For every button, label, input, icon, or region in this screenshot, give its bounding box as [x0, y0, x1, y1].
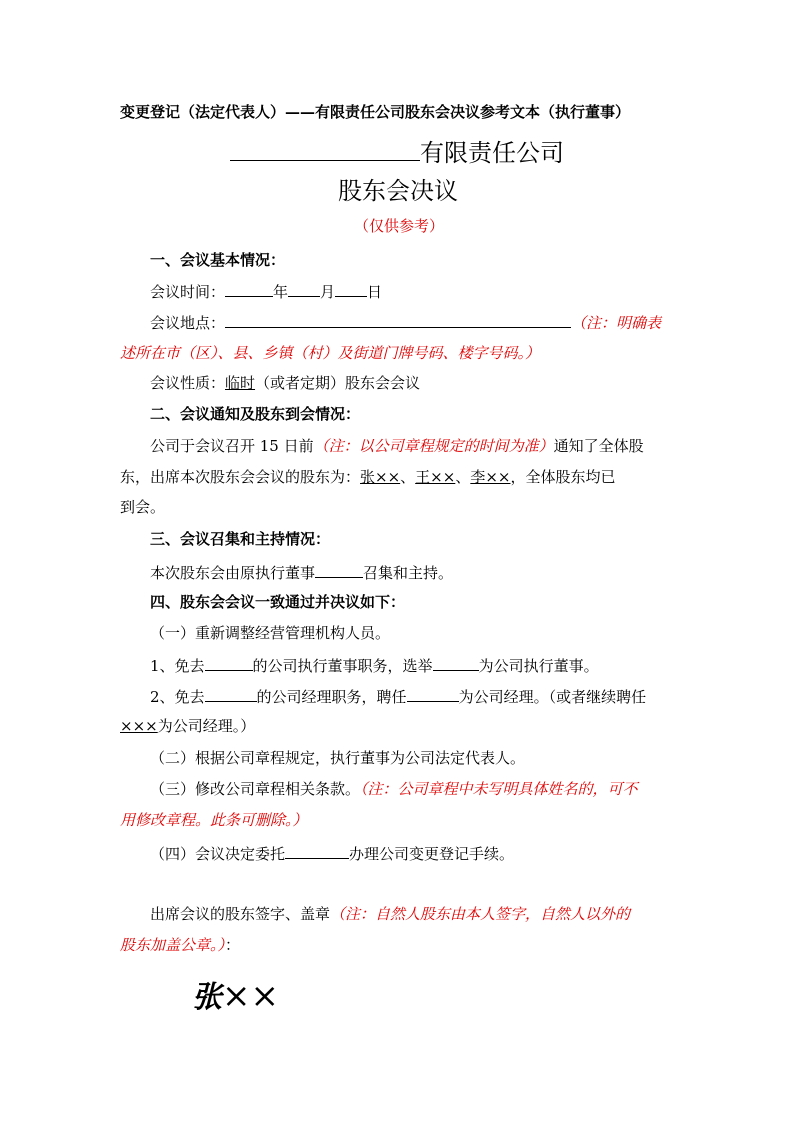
section-1-heading: 一、会议基本情况： [150, 251, 286, 269]
notice-text-1a: 公司于会议召开 15 日前 [150, 437, 314, 455]
resolution-item-1: （一）重新调整经营管理机构人员。 [150, 624, 391, 642]
signature-instruction-line-2 [120, 935, 240, 955]
resolution-item-1-2-cont [120, 716, 255, 736]
day-label: 日 [367, 283, 383, 301]
resolution-item-1-2 [150, 685, 646, 707]
item-1-2-text-b: 的公司经理职务，聘任 [256, 688, 407, 706]
place-note-part1: （注：明确表 [571, 314, 662, 332]
month-label: 月 [320, 283, 336, 301]
signature-note-part2: 股东加盖公章。） [120, 936, 226, 954]
executive-director-blank [315, 561, 363, 578]
separator: 、 [455, 468, 471, 486]
meeting-time-line [150, 280, 382, 302]
place-note-part2: 述所在市（区）、县、乡镇（村）及街道门牌号码、楼字号码。） [120, 344, 541, 362]
section-3-heading: 三、会议召集和主持情况： [150, 530, 331, 548]
dismissed-director-blank [205, 654, 253, 671]
company-name-blank [230, 136, 420, 161]
notice-text-1b: 通知了全体股 [553, 437, 644, 455]
year-label: 年 [273, 283, 289, 301]
item-3-text: （三）修改公司章程相关条款。 [150, 780, 361, 798]
meeting-title: 股东会决议 [338, 177, 458, 205]
shareholder-2: 王×× [415, 468, 456, 486]
convene-text-b: 召集和主持。 [363, 564, 454, 582]
elected-director-blank [433, 654, 479, 671]
item-3-note-part1: （注：公司章程中未写明具体姓名的，可不 [360, 780, 638, 798]
resolution-item-4 [150, 842, 514, 864]
reference-only-note: （仅供参考） [354, 217, 445, 235]
item-1-1-text-b: 的公司执行董事职务，选举 [252, 657, 433, 675]
entrusted-agent-blank [285, 842, 349, 859]
hired-manager-blank [407, 685, 459, 702]
meeting-nature-rest: （或者定期）股东会会议 [255, 374, 421, 392]
shareholder-1: 张×× [360, 468, 401, 486]
item-1-2-text-a: 2、免去 [150, 688, 205, 706]
continued-manager-name: ××× [120, 717, 158, 735]
resolution-item-1-1 [150, 654, 599, 676]
separator: 、 [400, 468, 416, 486]
document-header: 变更登记（法定代表人）——有限责任公司股东会决议参考文本（执行董事） [120, 103, 631, 121]
resolution-item-2: （二）根据公司章程规定，执行董事为公司法定代表人。 [150, 749, 526, 767]
notice-note: （注：以公司章程规定的时间为准） [313, 437, 554, 455]
item-1-2-text-c: 为公司经理。（或者继续聘任 [458, 688, 647, 706]
convene-text-a: 本次股东会由原执行董事 [150, 564, 316, 582]
signature-note-part1: （注：自然人股东由本人签字，自然人以外的 [330, 905, 631, 923]
item-1-1-text-c: 为公司执行董事。 [478, 657, 599, 675]
meeting-place-label: 会议地点： [150, 314, 226, 332]
signature-rest: ×× [222, 976, 279, 1016]
item-1-2-text-d: 为公司经理。） [157, 717, 256, 735]
dismissed-manager-blank [205, 685, 257, 702]
year-blank [225, 280, 273, 297]
item-4-text-a: （四）会议决定委托 [150, 845, 286, 863]
company-suffix: 有限责任公司 [420, 139, 564, 167]
notice-line-3: 到会。 [120, 498, 166, 516]
section-2-heading: 二、会议通知及股东到会情况： [150, 405, 361, 423]
signature-label: 出席会议的股东签字、盖章 [150, 905, 331, 923]
shareholder-3: 李×× [470, 468, 511, 486]
signature-colon: ： [225, 936, 241, 954]
resolution-item-3 [150, 779, 638, 799]
meeting-time-label: 会议时间： [150, 283, 226, 301]
convene-line [150, 561, 453, 583]
item-3-note-part2: 用修改章程。此条可删除。） [120, 811, 308, 829]
month-blank [288, 280, 320, 297]
signature-handwritten-char: 张 [192, 980, 222, 1015]
company-name-line [230, 136, 564, 168]
notice-line-1 [150, 436, 644, 456]
meeting-place-blank [225, 311, 571, 328]
meeting-nature-value: 临时 [225, 374, 256, 392]
notice-text-2b: ，全体股东均已 [510, 468, 616, 486]
notice-line-2 [120, 467, 615, 487]
signature-instruction-line [150, 904, 630, 924]
meeting-nature-label: 会议性质： [150, 374, 226, 392]
section-4-heading: 四、股东会会议一致通过并决议如下： [150, 593, 406, 611]
meeting-nature-line [150, 373, 420, 393]
day-blank [335, 280, 367, 297]
shareholder-signature [192, 976, 279, 1018]
item-1-1-text-a: 1、免去 [150, 657, 205, 675]
meeting-place-line [150, 311, 661, 333]
item-4-text-b: 办理公司变更登记手续。 [349, 845, 515, 863]
notice-text-2a: 东，出席本次股东会会议的股东为： [120, 468, 361, 486]
